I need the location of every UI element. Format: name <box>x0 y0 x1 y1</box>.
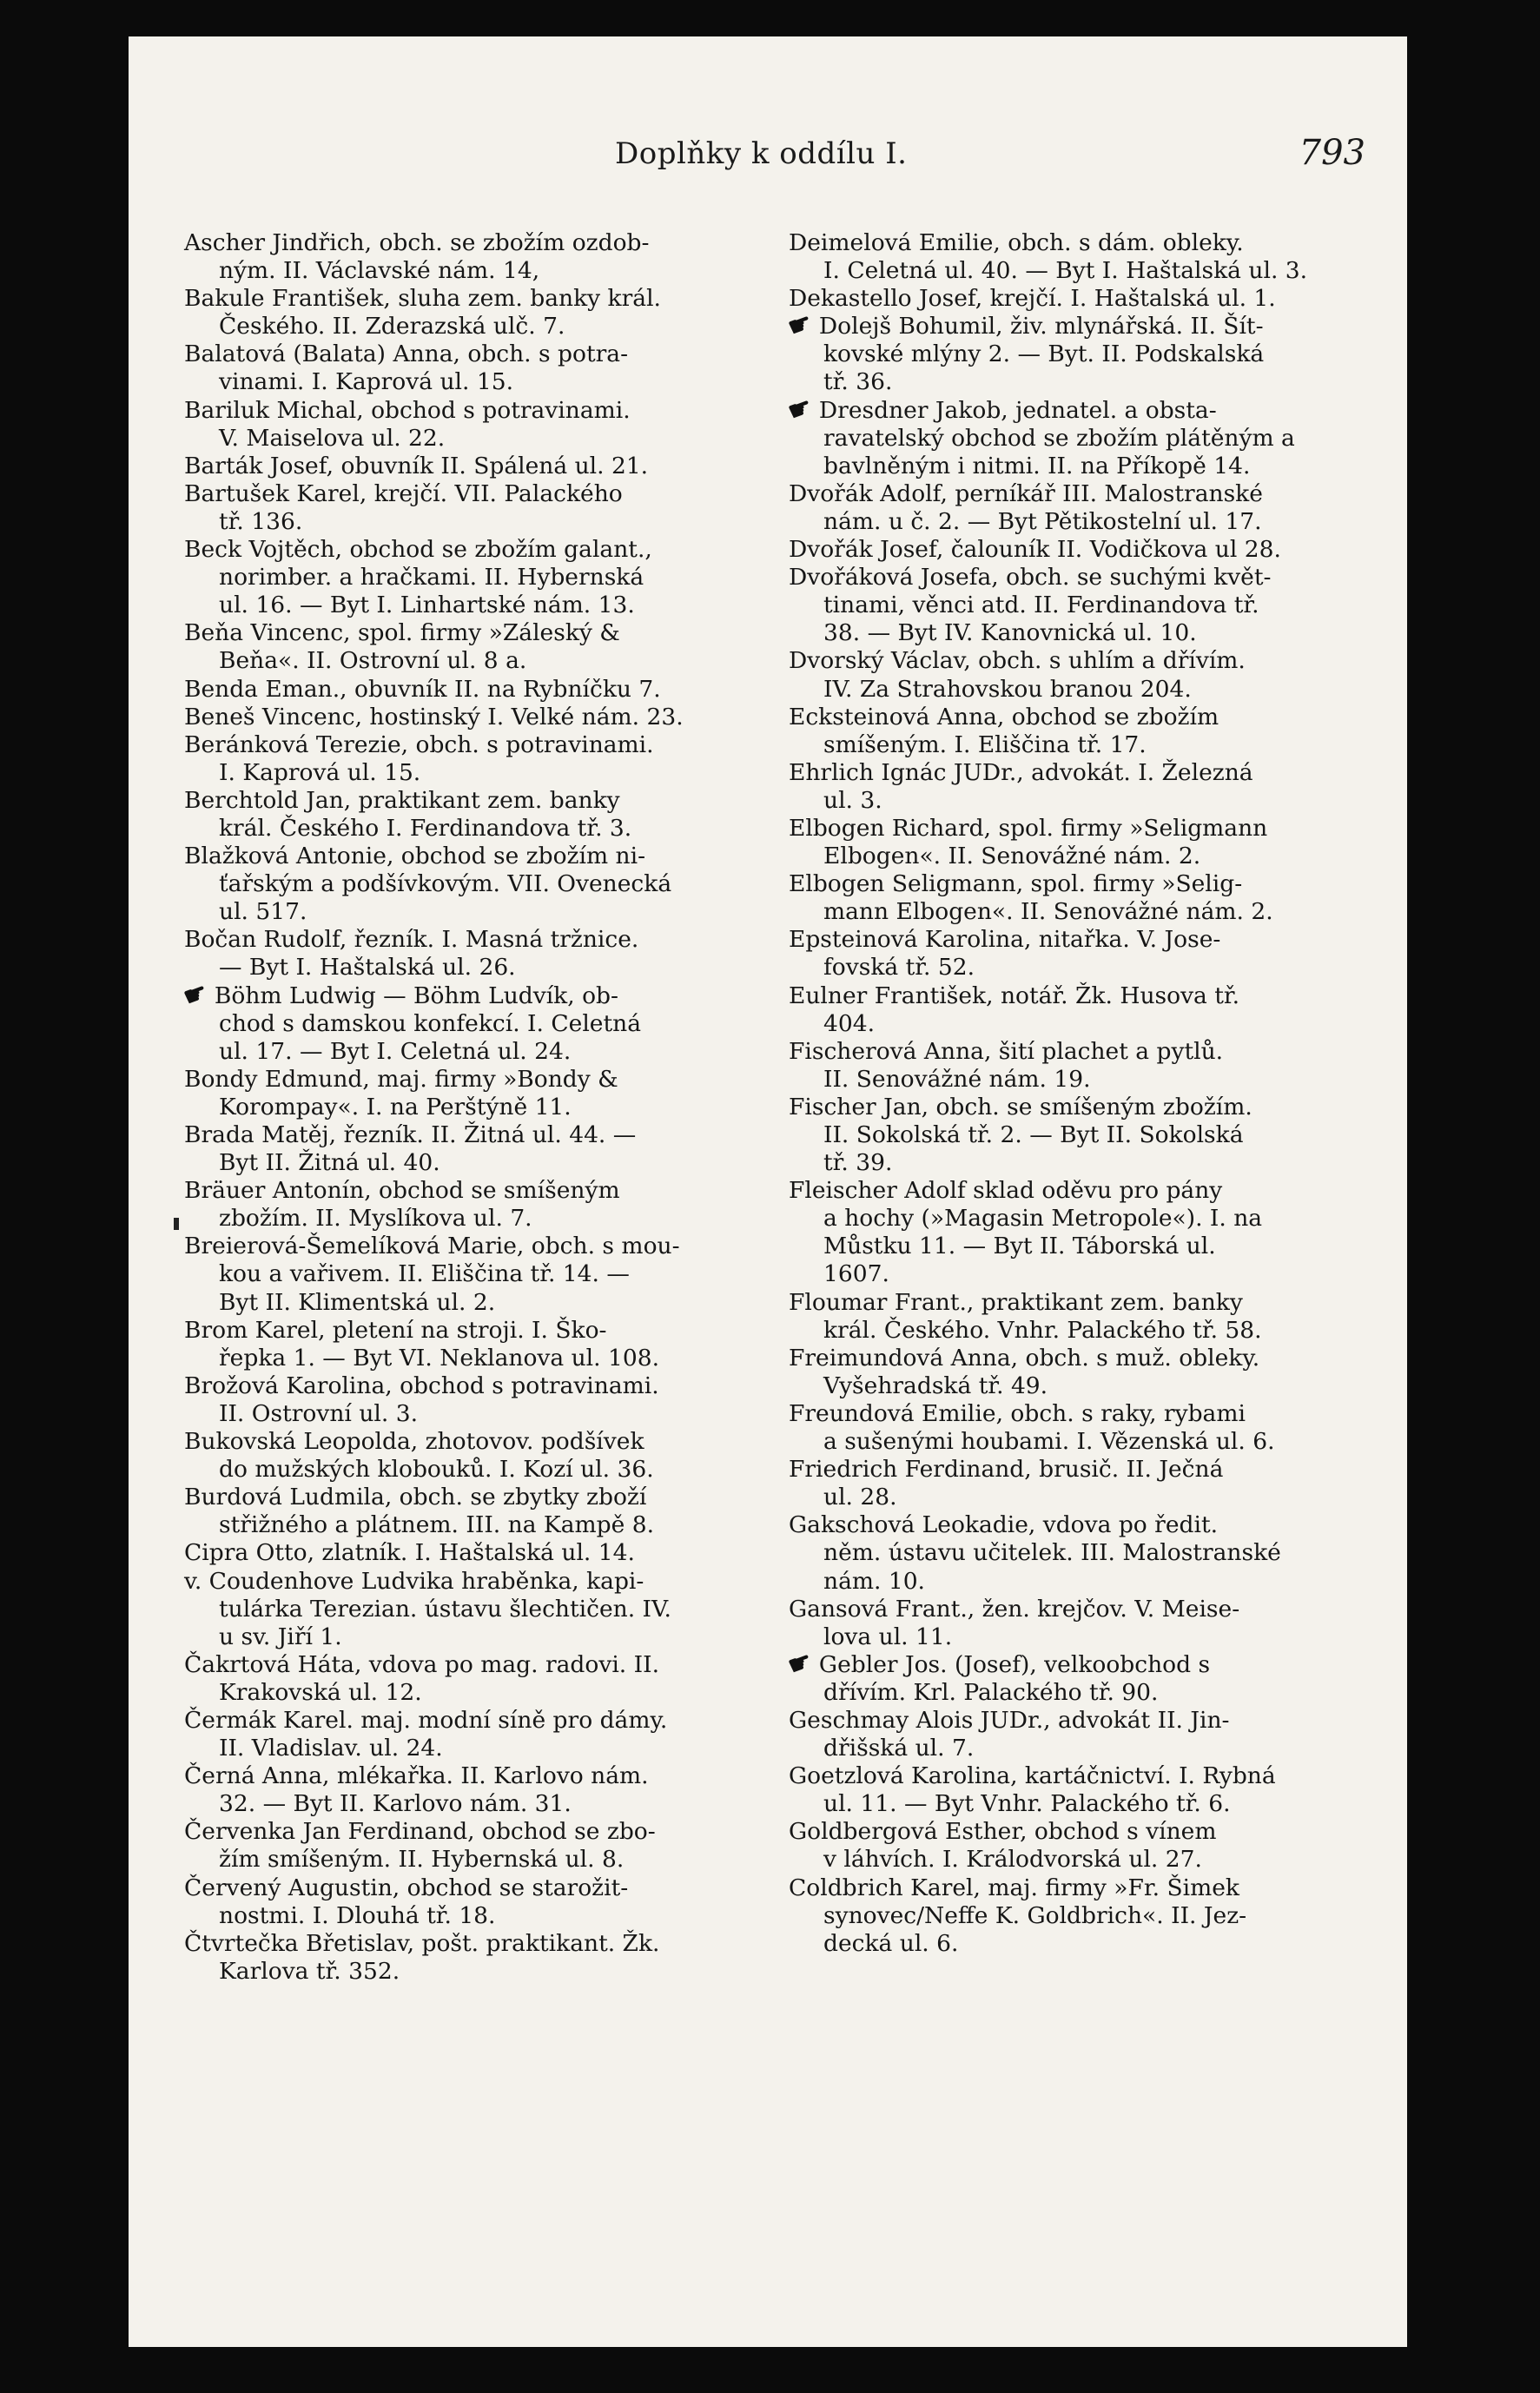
directory-entry <box>789 1345 1372 1400</box>
entry-continuation-line: 1607. <box>823 1260 889 1288</box>
entry-continuation-line: něm. ústavu učitelek. III. Malostranské <box>823 1539 1281 1567</box>
directory-entry <box>184 1762 757 1818</box>
entry-continuation-line: kovské mlýny 2. — Byt. II. Podskalská <box>823 340 1265 368</box>
entry-continuation-line: král. Českého. Vnhr. Palackého tř. 58. <box>823 1316 1262 1344</box>
entry-continuation-line: I. Celetná ul. 40. — Byt I. Haštalská ul. 3. <box>823 257 1308 285</box>
entry-first-line: Coldbrich Karel, maj. firmy »Fr. Šimek <box>789 1874 1239 1901</box>
directory-entry <box>184 926 757 982</box>
directory-entry <box>184 731 757 787</box>
entry-continuation-line: střižného a plátnem. III. na Kampě 8. <box>219 1511 655 1539</box>
entry-first-line: Bariluk Michal, obchod s potravinami. <box>184 396 631 424</box>
directory-entry <box>184 229 757 285</box>
entry-first-line: Červenka Jan Ferdinand, obchod se zbo- <box>184 1818 656 1846</box>
entry-continuation-line: — Byt I. Haštalská ul. 26. <box>219 954 516 982</box>
entry-first-line: Čakrtová Háta, vdova po mag. radovi. II. <box>184 1650 660 1678</box>
entry-first-line: Čtvrtečka Břetislav, pošt. praktikant. Žk. <box>184 1929 660 1957</box>
entry-continuation-line: fovská tř. 52. <box>823 954 975 982</box>
entry-first-line: Elbogen Seligmann, spol. firmy »Selig- <box>789 870 1243 898</box>
directory-entry <box>789 926 1372 982</box>
directory-entry <box>184 1372 757 1428</box>
directory-entry <box>184 453 757 480</box>
entry-first-line: Böhm Ludwig — Böhm Ludvík, ob- <box>214 982 618 1009</box>
directory-entry <box>184 285 757 340</box>
entry-continuation-line: u sv. Jiří 1. <box>219 1623 342 1650</box>
entry-first-line: Dvořák Adolf, perníkář III. Malostranské <box>789 479 1263 507</box>
entry-continuation-line: tř. 136. <box>219 507 303 535</box>
entry-continuation-line: ul. 11. — Byt Vnhr. Palackého tř. 6. <box>823 1790 1231 1818</box>
directory-entry <box>789 759 1372 815</box>
entry-continuation-line: ul. 517. <box>219 898 307 926</box>
directory-entry <box>789 1874 1372 1958</box>
entry-first-line: Bartušek Karel, krejčí. VII. Palackého <box>184 479 623 507</box>
entry-continuation-line: ťařským a podšívkovým. VII. Ovenecká <box>219 870 672 898</box>
directory-entry <box>783 1645 1372 1707</box>
entry-continuation-line: do mužských klobouků. I. Kozí ul. 36. <box>219 1456 654 1484</box>
entry-continuation-line: Beňa«. II. Ostrovní ul. 8 a. <box>219 647 527 675</box>
entry-continuation-line: ul. 3. <box>823 786 882 814</box>
entry-continuation-line: ul. 16. — Byt I. Linhartské nám. 13. <box>219 592 635 619</box>
entry-continuation-line: Vyšehradská tř. 49. <box>823 1372 1048 1399</box>
entry-continuation-line: dřišská ul. 7. <box>823 1735 975 1762</box>
directory-entry <box>789 870 1372 926</box>
directory-entry <box>789 1177 1372 1288</box>
entry-first-line: Freimundová Anna, obch. s muž. obleky. <box>789 1344 1260 1372</box>
directory-entry <box>783 391 1372 480</box>
pointing-hand-icon: ☛ <box>783 1645 816 1682</box>
entry-first-line: Cipra Otto, zlatník. I. Haštalská ul. 14. <box>184 1539 635 1567</box>
entry-first-line: Benda Eman., obuvník II. na Rybníčku 7. <box>184 675 661 703</box>
entry-continuation-line: ul. 17. — Byt I. Celetná ul. 24. <box>219 1037 572 1065</box>
entry-first-line: Bakule František, sluha zem. banky král. <box>184 285 661 313</box>
directory-entry <box>184 843 757 926</box>
entry-continuation-line: II. Vladislav. ul. 24. <box>219 1735 443 1762</box>
entry-first-line: Goetzlová Karolina, kartáčnictví. I. Rybná <box>789 1762 1276 1790</box>
entry-first-line: Brom Karel, pletení na stroji. I. Ško- <box>184 1316 607 1344</box>
directory-entry <box>184 340 757 396</box>
directory-entry <box>789 1289 1372 1345</box>
entry-first-line: Fleischer Adolf sklad oděvu pro pány <box>789 1177 1223 1205</box>
directory-entry <box>184 619 757 675</box>
entry-continuation-line: kou a vařivem. II. Eliščina tř. 14. — <box>219 1260 630 1288</box>
directory-entry <box>184 1317 757 1372</box>
entry-continuation-line: II. Sokolská tř. 2. — Byt II. Sokolská <box>823 1121 1244 1148</box>
directory-entry <box>184 1066 757 1121</box>
directory-entry <box>184 676 757 704</box>
right-column <box>783 229 1372 1958</box>
entry-first-line: Blažková Antonie, obchod se zbožím ni- <box>184 843 646 870</box>
directory-entry <box>184 1233 757 1316</box>
entry-first-line: Fischer Jan, obch. se smíšeným zbožím. <box>789 1093 1252 1120</box>
entry-continuation-line: Karlova tř. 352. <box>219 1957 400 1985</box>
entry-continuation-line: řepka 1. — Byt VI. Neklanova ul. 108. <box>219 1344 660 1372</box>
entry-continuation-line: v láhvích. I. Králodvorská ul. 27. <box>823 1846 1202 1874</box>
directory-entry <box>789 1038 1372 1094</box>
entry-first-line: v. Coudenhove Ludvika hraběnka, kapi- <box>184 1567 644 1595</box>
entry-continuation-line: nostmi. I. Dlouhá tř. 18. <box>219 1901 496 1929</box>
entry-continuation-line: nám. 10. <box>823 1567 925 1595</box>
entry-first-line: Freundová Emilie, obch. s raky, rybami <box>789 1399 1246 1427</box>
left-column <box>179 229 757 1986</box>
directory-entry <box>184 397 757 453</box>
entry-continuation-line: 32. — Byt II. Karlovo nám. 31. <box>219 1790 572 1818</box>
pointing-hand-icon: ☛ <box>783 307 816 344</box>
page-number: 793 <box>1299 133 1365 173</box>
directory-entry <box>789 982 1372 1038</box>
directory-entry <box>789 1818 1372 1874</box>
directory-entry <box>184 1651 757 1707</box>
entry-first-line: Balatová (Balata) Anna, obch. s potra- <box>184 340 629 368</box>
directory-entry <box>184 1930 757 1986</box>
entry-continuation-line: smíšeným. I. Eliščina tř. 17. <box>823 730 1147 758</box>
entry-continuation-line: Byt II. Žitná ul. 40. <box>219 1149 440 1177</box>
entry-continuation-line: tř. 36. <box>823 368 893 396</box>
directory-entry <box>184 1428 757 1484</box>
entry-first-line: Fischerová Anna, šití plachet a pytlů. <box>789 1037 1224 1065</box>
entry-continuation-line: II. Ostrovní ul. 3. <box>219 1399 418 1427</box>
directory-entry <box>184 1121 757 1177</box>
entry-first-line: Beránková Terezie, obch. s potravinami. <box>184 730 654 758</box>
directory-entry <box>184 1177 757 1233</box>
entry-first-line: Dvorský Václav, obch. s uhlím a dřívím. <box>789 647 1246 675</box>
entry-first-line: Dolejš Bohumil, živ. mlynářská. II. Šít- <box>818 313 1264 340</box>
pointing-hand-icon: ☛ <box>179 976 212 1014</box>
entry-first-line: Geschmay Alois JUDr., advokát II. Jin- <box>789 1706 1230 1734</box>
directory-entry <box>789 564 1372 647</box>
entry-continuation-line: a hochy (»Magasin Metropole«). I. na <box>823 1205 1263 1233</box>
entry-continuation-line: vinami. I. Kaprová ul. 15. <box>219 368 513 396</box>
entry-first-line: Beňa Vincenc, spol. firmy »Záleský & <box>184 619 620 647</box>
entry-continuation-line: a sušenými houbami. I. Vězenská ul. 6. <box>823 1428 1275 1456</box>
entry-continuation-line: Českého. II. Zderazská ulč. 7. <box>219 313 565 340</box>
book-page <box>129 36 1407 2347</box>
entry-first-line: Gakschová Leokadie, vdova po ředit. <box>789 1511 1219 1539</box>
entry-first-line: Brožová Karolina, obchod s potravinami. <box>184 1372 659 1399</box>
entry-first-line: Deimelová Emilie, obch. s dám. obleky. <box>789 229 1244 256</box>
directory-entry <box>783 307 1372 396</box>
directory-entry <box>179 976 757 1066</box>
directory-entry <box>789 1707 1372 1762</box>
entry-continuation-line: nám. u č. 2. — Byt Pětikostelní ul. 17. <box>823 507 1262 535</box>
entry-first-line: Brada Matěj, řezník. II. Žitná ul. 44. — <box>184 1121 637 1148</box>
entry-first-line: Burdová Ludmila, obch. se zbytky zboží <box>184 1484 647 1511</box>
entry-continuation-line: Korompay«. I. na Perštýně 11. <box>219 1093 572 1120</box>
entry-continuation-line: decká ul. 6. <box>823 1929 959 1957</box>
entry-continuation-line: chod s damskou konfekcí. I. Celetná <box>219 1009 642 1037</box>
directory-entry <box>184 1818 757 1874</box>
entry-continuation-line: král. Českého I. Ferdinandova tř. 3. <box>219 814 632 842</box>
directory-entry <box>789 815 1372 870</box>
entry-first-line: Berchtold Jan, praktikant zem. banky <box>184 786 620 814</box>
entry-first-line: Dekastello Josef, krejčí. I. Haštalská ul. 1. <box>789 285 1276 313</box>
entry-continuation-line: bavlněným i nitmi. II. na Příkopě 14. <box>823 452 1251 479</box>
entry-first-line: Ascher Jindřich, obch. se zbožím ozdob- <box>184 229 650 256</box>
directory-entry <box>184 787 757 843</box>
entry-continuation-line: zbožím. II. Myslíkova ul. 7. <box>219 1205 532 1233</box>
entry-continuation-line: Elbogen«. II. Senovážné nám. 2. <box>823 843 1201 870</box>
directory-entry <box>184 1874 757 1930</box>
directory-entry <box>789 647 1372 703</box>
entry-continuation-line: Krakovská ul. 12. <box>219 1678 422 1706</box>
entry-continuation-line: dřívím. Krl. Palackého tř. 90. <box>823 1678 1159 1706</box>
entry-first-line: Breierová-Šemelíková Marie, obch. s mou- <box>184 1233 680 1260</box>
entry-first-line: Červený Augustin, obchod se starožit- <box>184 1874 629 1901</box>
directory-entry <box>184 536 757 619</box>
entry-first-line: Bočan Rudolf, řezník. I. Masná tržnice. <box>184 926 639 954</box>
page-header <box>129 133 1407 188</box>
entry-first-line: Bukovská Leopolda, zhotovov. podšívek <box>184 1428 644 1456</box>
directory-entry <box>184 1484 757 1539</box>
running-title: Doplňky k oddílu I. <box>615 136 908 171</box>
entry-first-line: Friedrich Ferdinand, brusič. II. Ječná <box>789 1456 1224 1484</box>
entry-first-line: Beck Vojtěch, obchod se zbožím galant., <box>184 536 652 564</box>
entry-continuation-line: tulárka Terezian. ústavu šlechtičen. IV. <box>219 1595 671 1623</box>
directory-entry <box>184 1707 757 1762</box>
entry-continuation-line: lova ul. 11. <box>823 1623 953 1650</box>
directory-entry <box>789 1596 1372 1651</box>
entry-first-line: Ehrlich Ignác JUDr., advokát. I. Železná <box>789 758 1253 786</box>
pointing-hand-icon: ☛ <box>783 391 816 428</box>
entry-continuation-line: synovec/Neffe K. Goldbrich«. II. Jez- <box>823 1901 1247 1929</box>
entry-first-line: Gebler Jos. (Josef), velkoobchod s <box>818 1650 1211 1678</box>
entry-first-line: Elbogen Richard, spol. firmy »Seligmann <box>789 814 1268 842</box>
entry-first-line: Bondy Edmund, maj. firmy »Bondy & <box>184 1065 618 1093</box>
directory-entry <box>789 704 1372 759</box>
entry-continuation-line: Byt II. Klimentská ul. 2. <box>219 1288 496 1316</box>
entry-continuation-line: mann Elbogen«. II. Senovážné nám. 2. <box>823 898 1273 926</box>
entry-continuation-line: žím smíšeným. II. Hybernská ul. 8. <box>219 1846 625 1874</box>
entry-first-line: Dresdner Jakob, jednatel. a obsta- <box>818 396 1217 424</box>
entry-first-line: Eulner František, notář. Žk. Husova tř. <box>789 982 1240 1009</box>
entry-first-line: Floumar Frant., praktikant zem. banky <box>789 1288 1243 1316</box>
entry-continuation-line: 38. — Byt IV. Kanovnická ul. 10. <box>823 619 1197 647</box>
directory-entry <box>184 1539 757 1567</box>
entry-first-line: Epsteinová Karolina, nitařka. V. Jose- <box>789 926 1221 954</box>
directory-entry <box>184 1568 757 1651</box>
directory-entry <box>789 1456 1372 1511</box>
entry-first-line: Gansová Frant., žen. krejčov. V. Meise- <box>789 1595 1240 1623</box>
entry-continuation-line: ným. II. Václavské nám. 14, <box>219 257 540 285</box>
directory-entry <box>789 1762 1372 1818</box>
entry-first-line: Dvořák Josef, čalouník II. Vodičkova ul 28. <box>789 536 1281 564</box>
entry-first-line: Bräuer Antonín, obchod se smíšeným <box>184 1177 620 1205</box>
entry-continuation-line: tinami, věnci atd. II. Ferdinandova tř. <box>823 592 1259 619</box>
entry-continuation-line: I. Kaprová ul. 15. <box>219 758 421 786</box>
entry-first-line: Dvořáková Josefa, obch. se suchými květ- <box>789 564 1272 592</box>
directory-entry <box>184 480 757 536</box>
directory-entry <box>789 285 1372 313</box>
entry-continuation-line: ravatelský obchod se zbožím plátěným a <box>823 424 1295 452</box>
entry-first-line: Goldbergová Esther, obchod s vínem <box>789 1818 1217 1846</box>
directory-entry <box>789 1400 1372 1456</box>
directory-entry <box>184 704 757 731</box>
entry-first-line: Barták Josef, obuvník II. Spálená ul. 21. <box>184 452 649 479</box>
entry-continuation-line: II. Senovážné nám. 19. <box>823 1065 1091 1093</box>
entry-first-line: Černá Anna, mlékařka. II. Karlovo nám. <box>184 1762 649 1790</box>
entry-continuation-line: tř. 39. <box>823 1149 893 1177</box>
entry-continuation-line: IV. Za Strahovskou branou 204. <box>823 675 1192 703</box>
directory-entry <box>789 1511 1372 1595</box>
entry-first-line: Beneš Vincenc, hostinský I. Velké nám. 23. <box>184 703 684 730</box>
margin-mark <box>174 1218 179 1230</box>
directory-entry <box>789 480 1372 536</box>
directory-entry <box>789 1094 1372 1177</box>
entry-continuation-line: Můstku 11. — Byt II. Táborská ul. <box>823 1233 1216 1260</box>
entry-continuation-line: 404. <box>823 1009 876 1037</box>
directory-entry <box>789 229 1372 285</box>
entry-first-line: Čermák Karel. maj. modní síně pro dámy. <box>184 1706 668 1734</box>
directory-entry <box>789 536 1372 564</box>
entry-continuation-line: norimber. a hračkami. II. Hybernská <box>219 564 644 592</box>
entry-continuation-line: V. Maiselova ul. 22. <box>219 424 446 452</box>
entry-continuation-line: ul. 28. <box>823 1484 897 1511</box>
entry-first-line: Ecksteinová Anna, obchod se zbožím <box>789 703 1219 730</box>
